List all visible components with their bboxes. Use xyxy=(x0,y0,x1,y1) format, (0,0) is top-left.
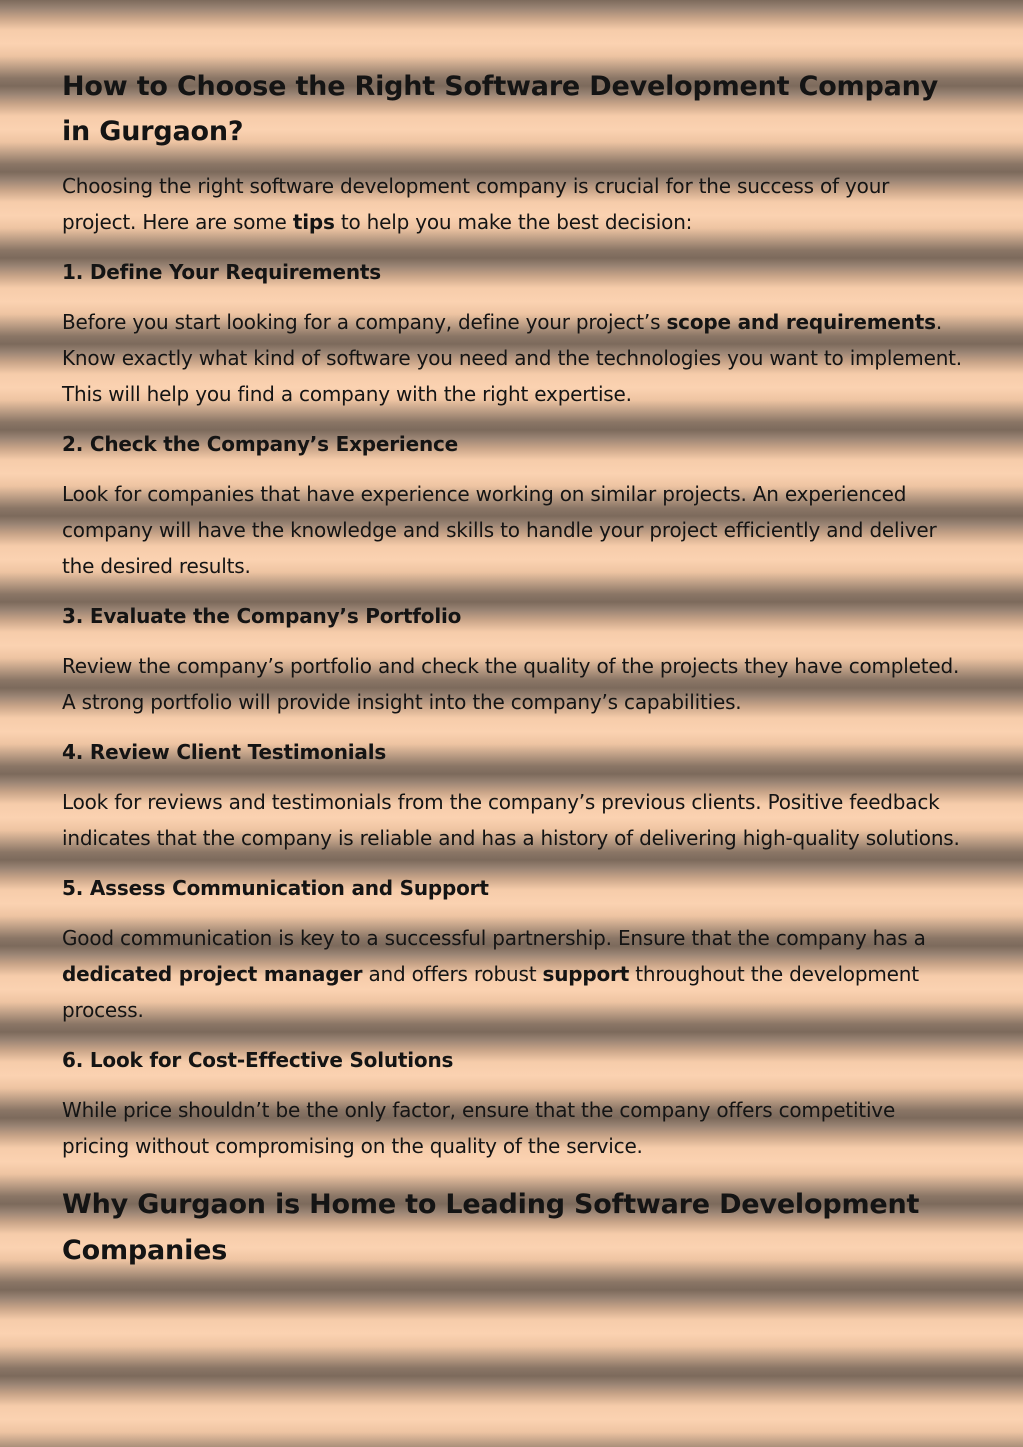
intro-text-end: to help you make the best decision: xyxy=(334,210,693,234)
section-body-requirements xyxy=(62,304,963,412)
second-heading: Why Gurgaon is Home to Leading Software Development Companies xyxy=(62,1189,920,1266)
intro-text: Choosing the right software development company is crucial for the success of your project. Here are some xyxy=(62,174,890,234)
section-heading-communication: 5. Assess Communication and Support xyxy=(62,876,489,900)
bold-project-manager: dedicated project manager xyxy=(62,962,363,986)
section-text: and offers robust xyxy=(362,962,543,986)
section-heading-testimonials: 4. Review Client Testimonials xyxy=(62,740,387,764)
intro-bold-tips: tips xyxy=(292,210,335,234)
page-title: How to Choose the Right Software Development Company in Gurgaon? xyxy=(62,71,939,147)
section-heading-portfolio: 3. Evaluate the Company’s Portfolio xyxy=(62,604,462,628)
section-heading-experience: 2. Check the Company’s Experience xyxy=(62,432,458,456)
section-text: Before you start looking for a company, define your project’s xyxy=(62,310,667,334)
section-body-cost: While price shouldn’t be the only factor, ensure that the company offers competitive pricing without compromising on the quality of the service. xyxy=(62,1098,896,1158)
section-body-communication xyxy=(62,920,963,1028)
section-text: . Know exactly what kind of software you need and the technologies you want to implement. This will help you find a company with the right expertise. xyxy=(62,310,962,406)
section-heading-cost: 6. Look for Cost-Effective Solutions xyxy=(62,1048,454,1072)
section-heading-requirements: 1. Define Your Requirements xyxy=(62,260,381,284)
bold-support: support xyxy=(542,962,630,986)
section-text: Good communication is key to a successful partnership. Ensure that the company has a xyxy=(62,926,926,950)
bold-scope-requirements: scope and requirements xyxy=(666,310,936,334)
section-body-testimonials: Look for reviews and testimonials from the company’s previous clients. Positive feedback indicates that the company is reliable and has a history of delivering high-quality solutions. xyxy=(62,790,960,850)
section-body-portfolio: Review the company’s portfolio and check the quality of the projects they have completed. A strong portfolio will provide insight into the company’s capabilities. xyxy=(62,654,960,714)
section-body-experience: Look for companies that have experience working on similar projects. An experienced company will have the knowledge and skills to handle your project efficiently and deliver the desired results. xyxy=(62,482,937,578)
section-text: throughout the development process. xyxy=(62,962,919,1022)
intro-paragraph xyxy=(62,168,963,240)
